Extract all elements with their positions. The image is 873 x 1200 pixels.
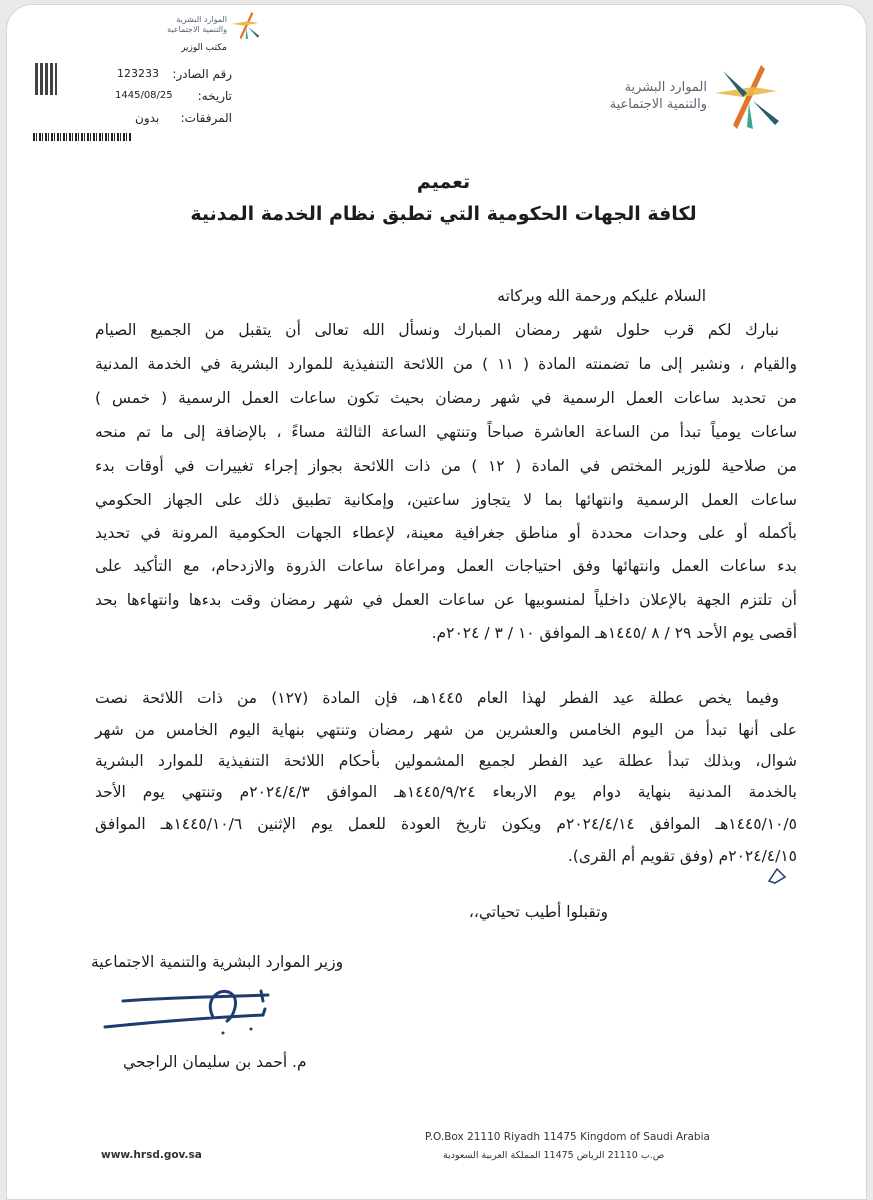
signatory-title: وزير الموارد البشرية والتنمية الاجتماعية (91, 953, 344, 971)
paragraph-line: ساعات العمل الرسمية وانتهائها بما لا يتجاوز ساعتين، وإمكانية تطبيق ذلك على الجهاز الحكومي (95, 491, 797, 509)
stamp-star-icon (231, 11, 261, 41)
handwritten-signature-icon (103, 987, 273, 1037)
ministry-name (557, 79, 707, 113)
document-subtitle: لكافة الجهات الحكومية التي تطبق نظام الخدمة المدنية (190, 203, 697, 225)
stamp-office: مكتب الوزير (181, 43, 227, 53)
paragraph-line: شوال، وبذلك تبدأ عطلة عيد الفطر لجميع المشمولين بأحكام اللائحة التنفيذية للموارد البشرية (95, 752, 797, 770)
initials-mark-icon (765, 863, 789, 887)
signature (103, 987, 273, 1037)
paragraph-line: بالخدمة المدنية بنهاية دوام يوم الاربعاء ١٤٤٥/٩/٢٤هـ الموافق ٢٠٢٤/٤/٣م وتنتهي يوم الأحد (95, 783, 797, 801)
stamp-ministry-name (127, 15, 227, 35)
address-english: P.O.Box 21110 Riyadh 11475 Kingdom of Saudi Arabia (425, 1131, 710, 1143)
paragraph-line: ١٤٤٥/١٠/٥هـ الموافق ٢٠٢٤/٤/١٤م ويكون تاريخ العودة للعمل يوم الإثنين ١٤٤٥/١٠/٦هـ الموافق (95, 815, 797, 833)
ministry-logo (713, 63, 783, 133)
paragraph-line: أن تلتزم الجهة بالإعلان داخلياً لمنسوبيها عن ساعات العمل في شهر رمضان وقت بدءها وانتهاءها بحد (95, 591, 797, 609)
address-arabic: ص.ب 21110 الرياض 11475 المملكة العربية السعودية (443, 1150, 665, 1161)
paragraph-line: من تحديد ساعات العمل الرسمية في شهر رمضان بحيث تكون ساعات العمل الرسمية ( خمس ) (95, 389, 797, 407)
issue-number-label: رقم الصادر: (172, 67, 232, 81)
stamp-name-line2: والتنمية الاجتماعية (167, 25, 227, 34)
paragraph-line: والقيام ، ونشير إلى ما تضمنته المادة ( ١١ ) من اللائحة التنفيذية للموارد البشرية في الخدمة المدنية (95, 355, 797, 373)
issue-number-value: 123233 (117, 67, 159, 80)
barcode-icon (33, 133, 131, 141)
letter-page (6, 4, 867, 1200)
paragraph-line: ٢٠٢٤/٤/١٥م (وفق تقويم أم القرى). (567, 847, 797, 865)
ministry-name-line2: والتنمية الاجتماعية (609, 97, 707, 112)
qr-code-icon (35, 63, 57, 95)
paragraph-line: على أنها تبدأ من اليوم الخامس والعشرين من شهر رمضان وتنتهي بنهاية اليوم الخامس من شهر (95, 721, 797, 739)
paragraph-line: أقصى يوم الأحد ٢٩ / ٨ /١٤٤٥هـ الموافق ١٠ / ٣ / ٢٠٢٤م. (431, 624, 797, 642)
attachments-label: المرفقات: (180, 111, 232, 125)
paragraph-line: من صلاحية للوزير المختص في المادة ( ١٢ ) من ذات اللائحة بجواز إجراء تغييرات في أوقات بدء (95, 457, 797, 475)
ministry-name-line1: الموارد البشرية (624, 80, 707, 95)
stamp-name-line1: الموارد البشرية (176, 15, 227, 24)
ministry-star-icon (713, 63, 783, 133)
paragraph-line: وفيما يخص عطلة عيد الفطر لهذا العام ١٤٤٥هـ، فإن المادة (١٢٧) من ذات اللائحة نصت (95, 689, 780, 707)
issue-date-value: 1445/08/25 (115, 90, 173, 101)
website-link[interactable]: www.hrsd.gov.sa (101, 1149, 202, 1161)
paragraph-line: بدء ساعات العمل وانتهائها وفق احتياجات العمل ومراعاة ساعات الذروة والازدحام، مع التأكيد على (95, 557, 797, 575)
signatory-name: م. أحمد بن سليمان الراجحي (123, 1053, 307, 1071)
attachments-value: بدون (135, 111, 160, 125)
paragraph-line: ساعات يومياً تبدأ من الساعة العاشرة صباحاً وتنتهي الساعة الثالثة مساءً ، بالإضافة إلى ما تم منحه (95, 423, 797, 441)
stamp-logo (231, 11, 261, 41)
issue-date-label: تاريخه: (197, 89, 232, 103)
greeting: السلام عليكم ورحمة الله وبركاته (497, 287, 706, 305)
paragraph-line: نبارك لكم قرب حلول شهر رمضان المبارك ونسأل الله تعالى أن يتقبل من الجميع الصيام (95, 321, 779, 339)
paragraph-line: بأكمله أو على وحدات محددة أو مناطق جغرافية معينة، لإعطاء الجهات الحكومية المرونة في تحديد (95, 524, 797, 542)
closing-text: وتقبلوا أطيب تحياتي،، (468, 903, 608, 921)
document-title: تعميم (416, 171, 471, 193)
